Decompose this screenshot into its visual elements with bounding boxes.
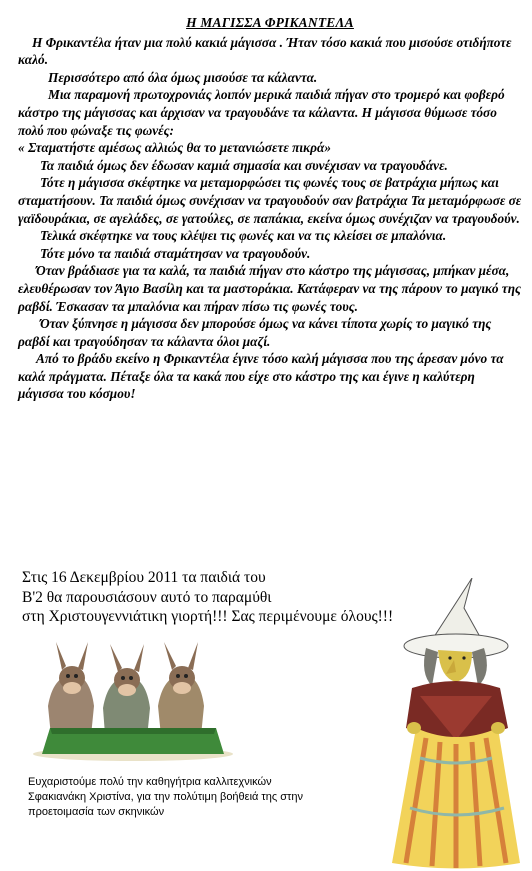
story-title: Η ΜΑΓΙΣΣΑ ΦΡΙΚΑΝΤΕΛΑ	[186, 15, 354, 30]
story-paragraph: Μια παραμονή πρωτοχρονιάς λοιπόν μερικά παιδιά πήγαν στο τρομερό και φοβερό κάστρο της μάγισσας και άρχισαν να τραγουδάνε τα κάλαντα. Η μάγισσα θύμωσε τόσο πολύ που φώναξε τις φωνές:	[18, 87, 505, 138]
thanks-note: Ευχαριστούμε πολύ την καθηγήτρια καλλιτεχνικών Σφακιανάκη Χριστίνα, για την πολύτιμη βοήθειά της στην προετοιμασία των σκηνικών	[28, 776, 304, 819]
story-paragraph: Τότε η μάγισσα σκέφτηκε να μεταμορφώσει τις φωνές τους σε βατράχια μήπως και σταματήσουν. Τα παιδιά όμως συνέχισαν να τραγουδούν σαν βατράχια Τα μεταμόρφωσε σε γαϊδουράκια, σε αγελάδες, σε γατούλες, σε παπάκια, εκείνα όμως συνέχιζαν να τραγουδούν.	[18, 175, 522, 226]
story-paragraph: Τότε μόνο τα παιδιά σταμάτησαν να τραγουδούν.	[40, 245, 311, 261]
story-paragraph: Τελικά σκέφτηκε να τους κλέψει τις φωνές και να τις κλείσει σε μπαλόνια.	[40, 228, 447, 244]
witch-illustration	[380, 578, 532, 871]
story-paragraph: Περισσότερο από όλα όμως μισούσε τα κάλαντα.	[48, 69, 318, 85]
announcement	[22, 568, 442, 627]
donkey-puppets-image	[28, 636, 238, 761]
announcement-line-1: Στις 16 Δεκεμβρίου 2011 τα παιδιά του	[22, 569, 266, 586]
announcement-line-3: στη Χριστουγεννιάτικη γιορτή!!! Σας περιμένουμε όλους!!!	[22, 608, 394, 625]
story-paragraph: Όταν ξύπνησε η μάγισσα δεν μπορούσε όμως να κάνει τίποτα χωρίς το μαγικό της ραβδί και τραγούδησαν τα κάλαντα όλοι μαζί.	[18, 316, 492, 349]
story-paragraph: Όταν βράδιασε για τα καλά, τα παιδιά πήγαν στο κάστρο της μάγισσας, μπήκαν μέσα, ελευθέρωσαν τον Άγιο Βασίλη και τα μαστοράκια. Κατάφεραν να της πάρουν το μαγικό της ραβδί. Έσκασαν τα μπαλόνια και πήραν πίσω τις φωνές τους.	[18, 263, 521, 314]
announcement-line-2: Β'2 θα παρουσιάσουν αυτό το παραμύθι	[22, 588, 272, 606]
story-paragraph: Η Φρικαντέλα ήταν μια πολύ κακιά μάγισσα . Ήταν τόσο κακιά που μισούσε οτιδήποτε καλό.	[18, 34, 512, 68]
story	[18, 14, 522, 403]
story-paragraph: Τα παιδιά όμως δεν έδωσαν καμιά σημασία και συνέχισαν να τραγουδάνε.	[40, 157, 448, 173]
story-quote: « Σταματήστε αμέσως αλλιώς θα το μετανιώσετε πικρά»	[18, 140, 332, 156]
story-paragraph: Από το βράδυ εκείνο η Φρικαντέλα έγινε τόσο καλή μάγισσα που της άρεσαν μόνο τα καλά πράγματα. Πέταξε όλα τα κακά που είχε στο κάστρο της και έγινε η καλύτερη μάγισσα του κόσμου!	[18, 351, 504, 402]
